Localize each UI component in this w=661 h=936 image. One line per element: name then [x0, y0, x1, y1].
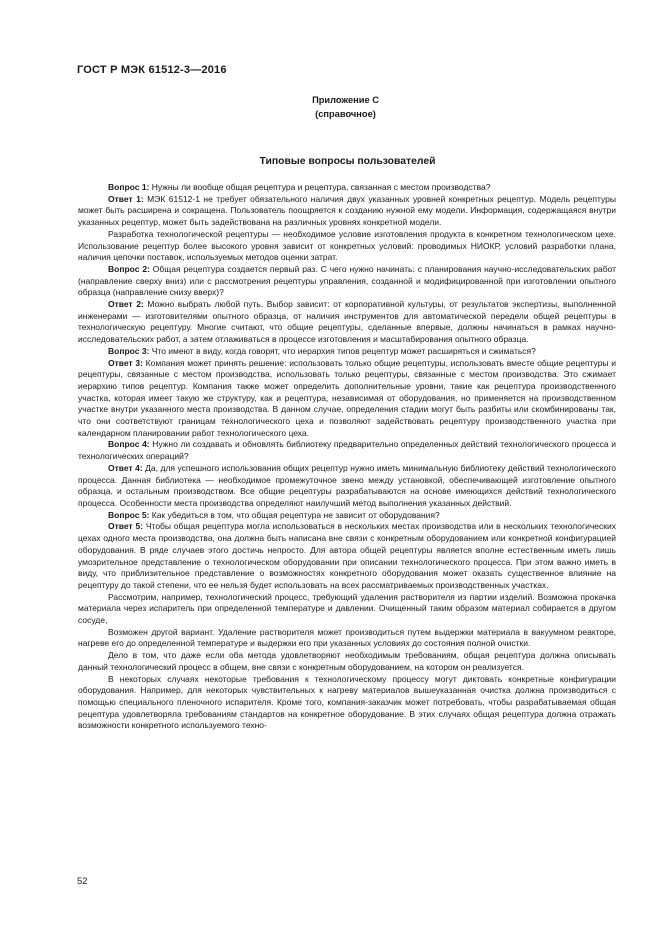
paragraph — [78, 650, 616, 673]
paragraph — [78, 229, 616, 264]
paragraph — [78, 182, 616, 194]
paragraph — [78, 358, 616, 440]
paragraph-lead: Ответ 1: — [108, 193, 144, 204]
paragraph-text: Что имеют в виду, когда говорят, что иерархия типов рецептур может расширяться и сжиматься? — [149, 345, 536, 356]
paragraph-text: В некоторых случаях некоторые требования к технологическому процессу могут диктовать конкретные конфигурации оборудования. Например, для некоторых чувствительных к нагреву материалов вышеуказанная очистка должна производиться с помощью специального пленочного испарителя. Кроме того, компания-заказчик может потребовать, чтобы разрабатываемая общая рецептура удовлетворяла требованиям стандартов на конкретное оборудование. В этих случаях общая рецептура должна отражать возможности конкретного используемого техно- — [78, 673, 616, 731]
paragraph-text: Да, для успешного использования общих рецептур нужно иметь минимальную библиотеку действий технологического процесса. Данная библиотека — необходимое промежуточное звено между установкой, обеспечивающей изготовление опытного образца, и остальным производством. Все общие рецептуры разрабатываются на основе имеющихся действий технологического процесса. Особенности места производства определяют наилучший метод выполнения указанных действий. — [78, 462, 616, 508]
section-title: Типовые вопросы пользователей — [259, 156, 436, 167]
paragraph-text: Разработка технологической рецептуры — необходимое условие изготовления продукта в конкретном технологическом цехе. Использование рецептур более высокого уровня зависит от конкретных условий: проводимых НИОКР, условий разработки плана, наличия цепочки поставок, используемых методов оценки затрат. — [78, 228, 616, 263]
paragraph — [78, 674, 616, 733]
paragraph — [78, 299, 616, 346]
paragraph-lead: Ответ 3: — [108, 357, 143, 368]
paragraph — [78, 510, 616, 522]
paragraph — [78, 592, 616, 627]
paragraph-text: Нужны ли вообще общая рецептура и рецептура, связанная с местом производства? — [149, 182, 491, 192]
section-title-wrap — [0, 156, 661, 167]
paragraph-text: Чтобы общая рецептура могла использоваться в нескольких местах производства или в нескольких технологических цехах одного места производства, она должна быть написана вне связи с конкретным оборудованием или конкретной конфигурацией оборудования. В ряде случаев этого достичь непросто. Для автора общей рецептуры является вполне естественным иметь лишь умозрительное представление о технологическом оборудовании при описании технологического процесса. При этом важно иметь в виду, что приблизительное представление о возможностях конкретного оборудования может оказать существенное влияние на рецептуру до такой степени, что ее нельзя будет использовать на всех рассматриваемых производственных участках. — [78, 521, 616, 590]
paragraph-lead: Вопрос 1: — [108, 182, 150, 192]
paragraph — [78, 627, 616, 650]
paragraph-lead: Ответ 4: — [108, 462, 143, 473]
paragraph-text: Как убедиться в том, что общая рецептура не зависит от оборудования? — [149, 509, 440, 520]
paragraph — [78, 439, 616, 462]
paragraph-lead: Вопрос 4: — [108, 439, 150, 450]
paragraph-text: Можно выбрать любой путь. Выбор зависит: от корпоративной культуры, от результатов экспертизы, выполненной инженерами — изготовителями опытного образца, от наличия инструментов для автоматической передели общей рецептуры в технологическую рецептуру. Многие считают, что общие рецептуры, сделанные впервые, должны начинаться в рамках научно-исследовательских работ, а затем отлаживаться в процессе изготовления и масштабирования опытного образца. — [78, 299, 616, 345]
page-number: 52 — [77, 876, 88, 887]
paragraph — [78, 346, 616, 358]
paragraph-lead: Вопрос 3: — [108, 345, 150, 356]
paragraph-text: Компания может принять решение: использовать только общие рецептуры, использовать вместе общие рецептуры и рецептуры, связанные с местом производства, использовать только рецептуры, связанные с местом производства. Это сжимает иерархию типов рецептур. Компания также может определить дополнительные уровни, такие как рецептура производственного участка, которая имеет такую же структуру, как и рецептура, независимая от оборудования, но применяется на производственном участке внутри указанного места производства. В данном случае, определения стадии могут быть разбиты или скомбинированы так, что они соответствуют границам технологического цеха и позволяют задействовать рецептуру производственного участка при календарном планировании работ технологического цеха. — [78, 357, 616, 438]
appendix-title: Приложение С — [312, 95, 379, 105]
appendix-heading — [0, 93, 661, 121]
paragraph-text: Нужно ли создавать и обновлять библиотеку предварительно определенных действий технологического процесса и технологических операций? — [78, 439, 616, 462]
paragraph-text: Общая рецептура создается первый раз. С чего нужно начинать: с планирования научно-исследовательских работ (направление сверху вниз) или с рассмотрения рецептуры управления, созданной и модифицированной при изготовлении опытного образца (направление снизу вверх)? — [78, 263, 616, 298]
paragraph-lead: Ответ 2: — [108, 299, 144, 310]
paragraph — [78, 463, 616, 510]
paragraph — [78, 264, 616, 299]
paragraph — [78, 194, 616, 229]
paragraph-text: Возможен другой вариант. Удаление растворителя может производиться путем выдержки материала в вакуумном реакторе, нагреве его до определенной температуре и выдержки его при указанных условиях до состояния полной очистки. — [78, 626, 616, 649]
paragraph-lead: Вопрос 5: — [108, 509, 150, 520]
paragraph-lead: Ответ 5: — [108, 521, 144, 532]
paragraph-lead: Вопрос 2: — [108, 263, 150, 274]
paragraph-text: Рассмотрим, например, технологический процесс, требующий удаления растворителя из партии изделий. Возможна прокачка материала через испаритель при определенной температуре и давлении. Очищенный таким образом материал собирается в другом сосуде, — [78, 591, 616, 626]
standard-designation: ГОСТ Р МЭК 61512-3—2016 — [77, 64, 227, 76]
paragraph-text: Дело в том, что даже если оба метода удовлетворяют необходимым требованиям, общая рецептура должна описывать данный технологический процесс в общем, вне связи с конкретным оборудованием, на котором он реализуется. — [78, 650, 616, 672]
body-text — [78, 182, 616, 732]
appendix-subtitle: (справочное) — [315, 109, 376, 119]
paragraph-text: МЭК 61512-1 не требует обязательного наличия двух указанных уровней конкретных рецептур. Модель рецептуры может быть расширена и сокращена. Пользователь поощряется к созданию нужной ему модели. Информация, содержащаяся внутри указанных рецептур, может быть задействована на различных уровнях конкретной модели. — [78, 193, 616, 228]
paragraph — [78, 521, 616, 591]
